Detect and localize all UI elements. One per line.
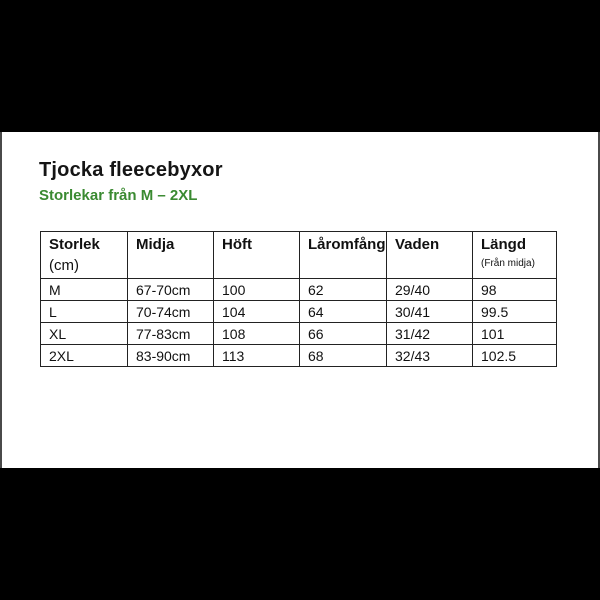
size-chart-panel <box>0 132 600 468</box>
cell-laromfang: 66 <box>300 323 387 345</box>
cell-langd: 98 <box>473 279 557 301</box>
panel-left-edge-line <box>0 132 2 468</box>
cell-size: L <box>41 301 128 323</box>
cell-vaden: 30/41 <box>387 301 473 323</box>
column-label: Låromfång <box>308 236 386 253</box>
column-header-storlek <box>41 232 128 279</box>
header-row <box>41 232 557 279</box>
product-title: Tjocka fleecebyxor <box>39 159 223 181</box>
cell-vaden: 32/43 <box>387 345 473 367</box>
size-table-header <box>41 232 557 279</box>
cell-midja: 77-83cm <box>128 323 214 345</box>
cell-laromfang: 62 <box>300 279 387 301</box>
column-header-langd <box>473 232 557 279</box>
column-header-midja <box>128 232 214 279</box>
cell-hoft: 108 <box>214 323 300 345</box>
cell-midja: 67-70cm <box>128 279 214 301</box>
table-row-2xl <box>41 345 557 367</box>
cell-vaden: 29/40 <box>387 279 473 301</box>
cell-hoft: 100 <box>214 279 300 301</box>
cell-laromfang: 68 <box>300 345 387 367</box>
cell-size: 2XL <box>41 345 128 367</box>
column-label: Storlek <box>49 236 100 253</box>
cell-langd: 99.5 <box>473 301 557 323</box>
table-row-xl <box>41 323 557 345</box>
column-header-laromfang <box>300 232 387 279</box>
column-header-hoft <box>214 232 300 279</box>
column-sublabel: (cm) <box>49 257 79 274</box>
cell-size: XL <box>41 323 128 345</box>
cell-hoft: 113 <box>214 345 300 367</box>
column-sublabel: (Från midja) <box>481 258 535 269</box>
column-label: Vaden <box>395 236 440 253</box>
cell-vaden: 31/42 <box>387 323 473 345</box>
cell-langd: 101 <box>473 323 557 345</box>
column-label: Längd <box>481 236 526 253</box>
cell-size: M <box>41 279 128 301</box>
cell-midja: 70-74cm <box>128 301 214 323</box>
size-range-subtitle: Storlekar från M – 2XL <box>39 187 198 204</box>
cell-langd: 102.5 <box>473 345 557 367</box>
column-label: Höft <box>222 236 252 253</box>
size-table <box>40 231 557 367</box>
cell-midja: 83-90cm <box>128 345 214 367</box>
cell-hoft: 104 <box>214 301 300 323</box>
size-table-body <box>41 279 557 367</box>
column-label: Midja <box>136 236 175 253</box>
cell-laromfang: 64 <box>300 301 387 323</box>
table-row-l <box>41 301 557 323</box>
table-row-m <box>41 279 557 301</box>
column-header-vaden <box>387 232 473 279</box>
